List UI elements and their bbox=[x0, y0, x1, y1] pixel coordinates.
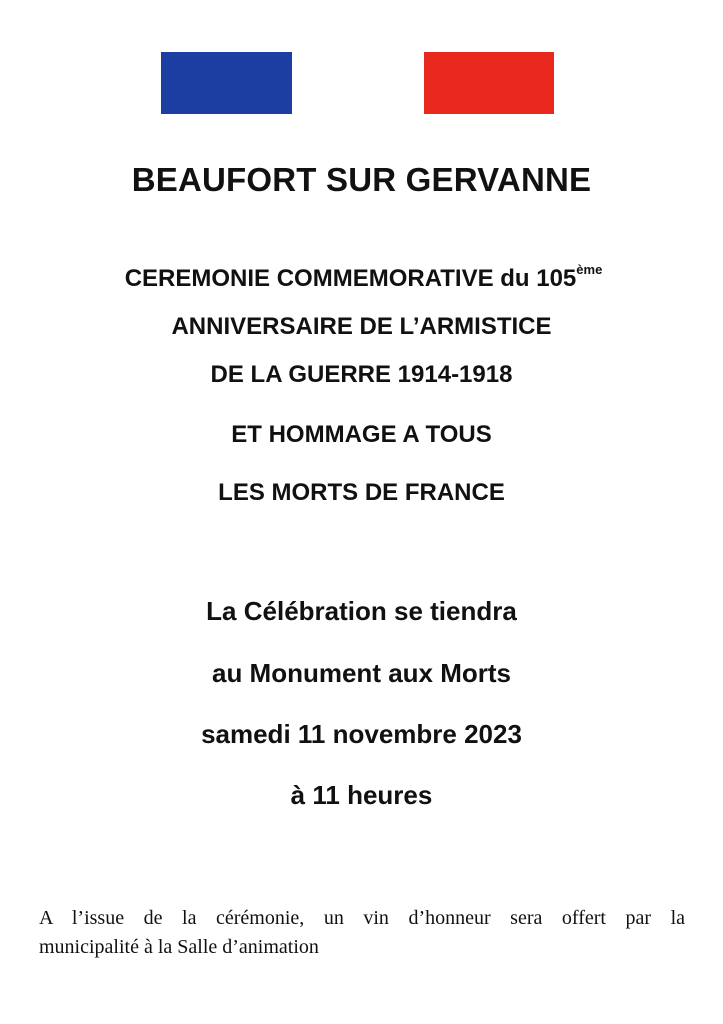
reception-note bbox=[39, 904, 685, 962]
ceremony-line-1-text: CEREMONIE COMMEMORATIVE du 105 bbox=[124, 265, 577, 292]
ceremony-line-3: DE LA GUERRE 1914-1918 bbox=[210, 361, 513, 388]
ordinal-suffix: ème bbox=[576, 262, 603, 277]
ceremony-line-5: LES MORTS DE FRANCE bbox=[218, 479, 505, 506]
reception-note-line-1: A l’issue de la cérémonie, un vin d’honneur sera offert par la bbox=[39, 907, 685, 929]
ceremony-line-2: ANNIVERSAIRE DE L’ARMISTICE bbox=[171, 313, 552, 340]
flag-blue-band bbox=[161, 52, 292, 114]
event-line-1: La Célébration se tiendra bbox=[206, 596, 517, 626]
event-time: à 11 heures bbox=[290, 780, 433, 810]
ceremony-line-4: ET HOMMAGE A TOUS bbox=[231, 421, 492, 448]
reception-note-line-2: municipalité à la Salle d’animation bbox=[39, 936, 319, 958]
town-title: BEAUFORT SUR GERVANNE bbox=[131, 161, 592, 198]
ceremony-line-1 bbox=[2, 262, 723, 293]
flag-red-band bbox=[424, 52, 554, 114]
event-location: au Monument aux Morts bbox=[211, 658, 511, 688]
event-date: samedi 11 novembre 2023 bbox=[201, 719, 522, 749]
